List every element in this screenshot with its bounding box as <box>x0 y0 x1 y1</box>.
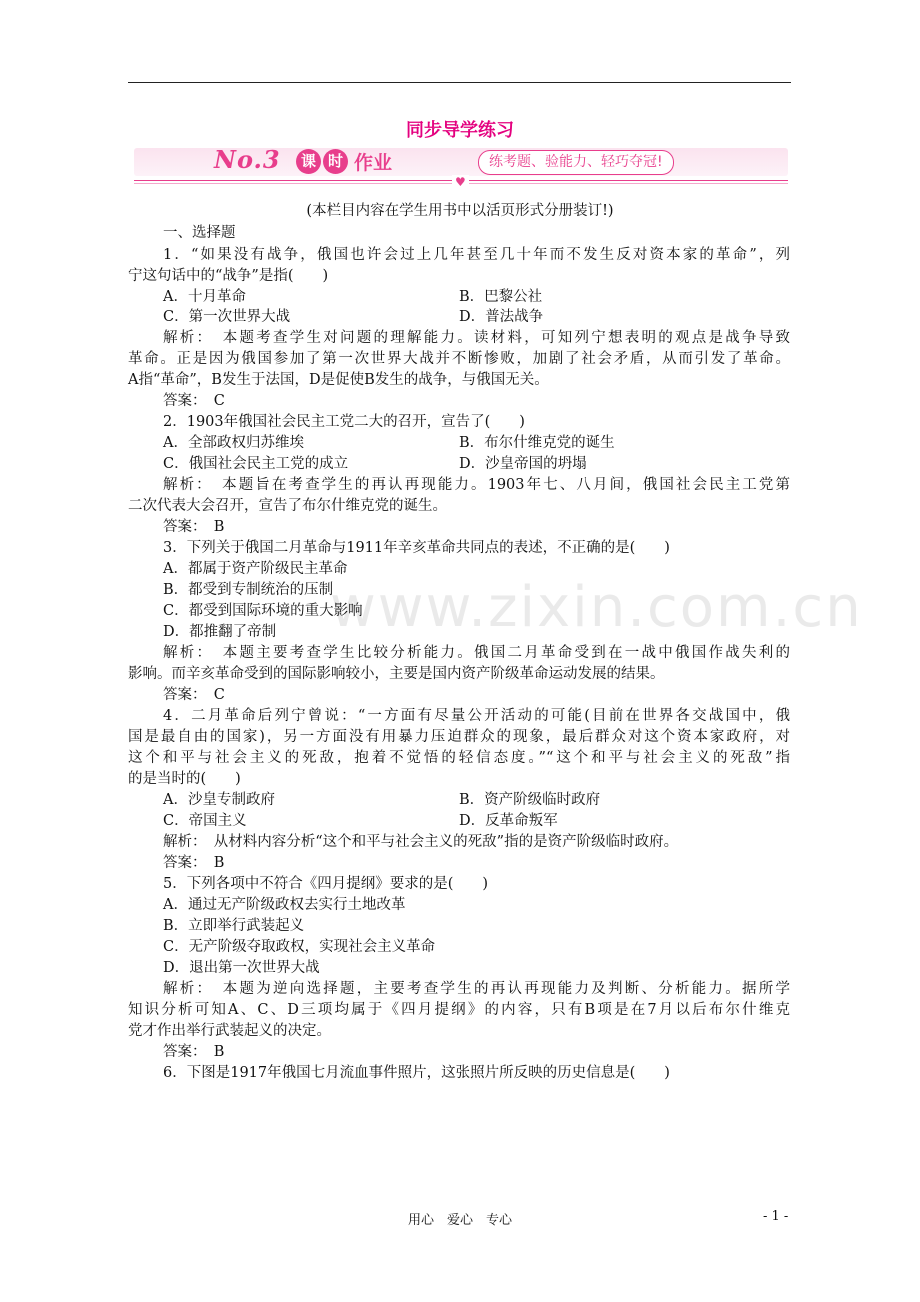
q1-explanation-line2: 革命。正是因为俄国参加了第一次世界大战并不断惨败，加剧了社会矛盾，从而引发了革命。 <box>128 351 790 367</box>
q5-option-a: A．通过无产阶级政权去实行土地改革 <box>163 897 406 913</box>
page-title: 同步导学练习 <box>406 120 514 141</box>
q3-explanation-line1: 解析： 本题主要考查学生比较分析能力。俄国二月革命受到在一战中俄国作战失利的 <box>163 645 790 661</box>
q2-option-a: A．全部政权归苏维埃 <box>163 435 304 451</box>
q2-explanation-line2: 二次代表大会召开，宣告了布尔什维克党的诞生。 <box>128 498 447 514</box>
q5-stem: 5．下列各项中不符合《四月提纲》要求的是( ) <box>163 876 489 892</box>
q3-option-a: A．都属于资产阶级民主革命 <box>163 561 348 577</box>
binding-note: (本栏目内容在学生用书中以活页形式分册装订!) <box>306 203 614 219</box>
q5-answer: 答案： B <box>163 1044 225 1060</box>
q2-option-d: D．沙皇帝国的坍塌 <box>459 456 587 472</box>
q6-stem: 6．下图是1917年俄国七月流血事件照片，这张照片所反映的历史信息是( ) <box>163 1065 670 1081</box>
q4-stem-line4: 的是当时的( ) <box>128 771 241 787</box>
q3-option-d: D．都推翻了帝制 <box>163 624 277 640</box>
section-heading: 一、选择题 <box>163 225 236 241</box>
q2-option-c: C．俄国社会民主工党的成立 <box>163 456 349 472</box>
q5-explanation-line3: 党才作出举行武装起义的决定。 <box>128 1023 331 1039</box>
q1-answer: 答案： C <box>163 393 225 409</box>
q4-option-d: D．反革命叛军 <box>459 813 558 829</box>
banner-number: No.3 <box>214 145 281 174</box>
q3-option-b: B．都受到专制统治的压制 <box>163 582 334 598</box>
q5-explanation-line1: 解析： 本题为逆向选择题，主要考查学生的再认再现能力及判断、分析能力。据所学 <box>163 981 790 997</box>
heart-icon: ♥ <box>452 175 469 189</box>
q3-stem: 3．下列关于俄国二月革命与1911年辛亥革命共同点的表述，不正确的是( ) <box>163 540 670 556</box>
q5-option-c: C．无产阶级夺取政权，实现社会主义革命 <box>163 939 436 955</box>
page-number: - 1 - <box>763 1209 789 1224</box>
watermark: www.zixin.com.cn <box>330 575 863 640</box>
q1-option-c: C．第一次世界大战 <box>163 309 291 325</box>
q4-stem-line1: 4．二月革命后列宁曾说：“一方面有尽量公开活动的可能(目前在世界各交战国中，俄 <box>163 708 790 724</box>
top-rule <box>128 82 791 83</box>
q1-option-d: D．普法战争 <box>459 309 544 325</box>
q1-explanation-line3: A指“革命”，B发生于法国，D是促使B发生的战争，与俄国无关。 <box>128 372 549 388</box>
q4-option-c: C．帝国主义 <box>163 813 247 829</box>
q5-option-d: D．退出第一次世界大战 <box>163 960 320 976</box>
q3-option-c: C．都受到国际环境的重大影响 <box>163 603 363 619</box>
q4-option-a: A．沙皇专制政府 <box>163 792 275 808</box>
q4-answer: 答案： B <box>163 855 225 871</box>
footer-motto: 用心 爱心 专心 <box>407 1213 512 1228</box>
q1-option-a: A．十月革命 <box>163 289 246 305</box>
banner-slogan: 练考题、验能力、轻巧夺冠! <box>478 150 674 175</box>
q1-explanation-line1: 解析： 本题考查学生对问题的理解能力。读材料，可知列宁想表明的观点是战争导致 <box>163 330 790 346</box>
q3-explanation-line2: 影响。而辛亥革命受到的国际影响较小，主要是国内资产阶级革命运动发展的结果。 <box>128 666 665 682</box>
q4-option-b: B．资产阶级临时政府 <box>459 792 601 808</box>
q4-explanation: 解析： 从材料内容分析“这个和平与社会主义的死敌”指的是资产阶级临时政府。 <box>163 834 679 850</box>
q5-option-b: B．立即举行武装起义 <box>163 918 305 934</box>
banner-ke-badge: 课 <box>296 149 321 174</box>
q2-explanation-line1: 解析： 本题旨在考查学生的再认再现能力。1903年七、八月间，俄国社会民主工党第 <box>163 477 790 493</box>
q1-stem-line2: 宁这句话中的“战争”是指( ) <box>128 268 329 284</box>
q2-answer: 答案： B <box>163 519 225 535</box>
banner-shi-badge: 时 <box>323 149 348 174</box>
q2-stem: 2．1903年俄国社会民主工党二大的召开，宣告了( ) <box>163 414 525 430</box>
q4-stem-line2: 国是最自由的国家)，另一方面没有用暴力压迫群众的现象，最后群众对这个资本家政府，对 <box>128 729 790 745</box>
q5-explanation-line2: 知识分析可知A、C、D三项均属于《四月提纲》的内容，只有B项是在7月以后布尔什维克 <box>128 1002 790 1018</box>
q1-stem-line1: 1．“如果没有战争，俄国也许会过上几年甚至几十年而不发生反对资本家的革命”，列 <box>163 247 790 263</box>
q2-option-b: B．布尔什维克党的诞生 <box>459 435 615 451</box>
q3-answer: 答案： C <box>163 687 225 703</box>
banner-zuoye: 作业 <box>354 152 393 174</box>
q1-option-b: B．巴黎公社 <box>459 289 543 305</box>
homework-banner <box>134 142 788 194</box>
q4-stem-line3: 这个和平与社会主义的死敌，抱着不觉悟的轻信态度。”“这个和平与社会主义的死敌”指 <box>128 750 790 766</box>
